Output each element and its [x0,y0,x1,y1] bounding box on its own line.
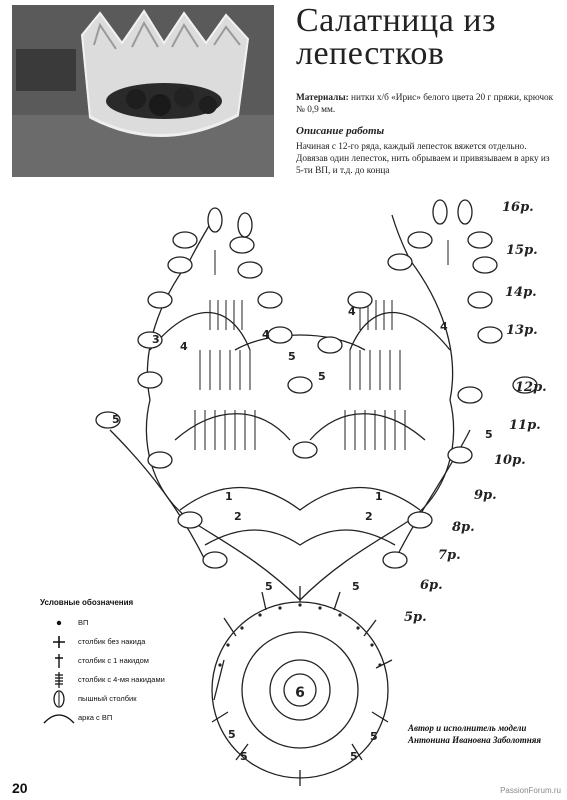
author-line-1: Автор и исполнитель модели [408,723,527,733]
svg-text:5: 5 [288,350,296,363]
svg-text:5: 5 [228,728,236,741]
svg-text:4: 4 [262,328,270,341]
svg-text:5: 5 [485,428,493,441]
legend-label: столбик без накида [78,637,146,646]
materials-paragraph [296,92,558,116]
svg-text:1: 1 [375,490,383,503]
svg-text:5: 5 [112,413,120,426]
legend-title: Условные обозначения [40,598,134,607]
row-label-15: 15р. [506,243,538,258]
legend-label: столбик с 4-мя накидами [78,675,165,684]
legend-item [40,613,280,632]
page-number: 20 [12,780,28,796]
materials-label: Материалы: [296,93,349,103]
page-title: Салатница из лепестков [296,2,496,72]
legend-item [40,708,280,727]
svg-text:5: 5 [318,370,326,383]
svg-text:4: 4 [180,340,188,353]
author-credit [408,722,558,746]
svg-text:5: 5 [265,580,273,593]
work-description-text: Начиная с 12-го ряда, каждый лепесток вяжется отдельно. Довязав один лепесток, нить обрываем и привязываем в арку из 5-ти ВП, и т.д. до конца [296,142,550,176]
svg-text:2: 2 [234,510,242,523]
svg-text:4: 4 [348,305,356,318]
plus-icon [40,635,78,649]
legend-label: арка с ВП [78,713,113,722]
puff-icon [40,690,78,708]
svg-text:4: 4 [440,320,448,333]
quad-dagger-icon [40,671,78,689]
row-label-16: 16р. [502,200,534,215]
svg-text:1: 1 [225,490,233,503]
legend-item [40,651,280,670]
crochet-bowl-image [12,5,274,177]
svg-text:3: 3 [152,333,160,346]
dot-icon [40,617,78,629]
legend-label: ВП [78,618,89,627]
legend-item [40,670,280,689]
work-description-title: Описание работы [296,125,385,137]
materials-text: нитки х/б «Ирис» белого цвета 20 г пряжи, крючок № 0,9 мм. [296,93,554,115]
dagger-icon [40,653,78,669]
row-label-6: 6р. [420,578,443,593]
svg-text:5: 5 [240,750,248,763]
row-label-14: 14р. [505,285,537,300]
watermark: PassionForum.ru [500,786,561,795]
legend-item [40,632,280,651]
author-line-2: Антонина Ивановна Заболотняя [408,735,541,745]
row-label-11: 11р. [509,418,541,433]
row-label-7: 7р. [438,548,461,563]
row-label-12: 12р. [515,380,547,395]
legend-item [40,689,280,708]
legend-label: столбик с 1 накидом [78,656,149,665]
legend [40,598,280,727]
row-label-5: 5р. [404,610,427,625]
bowl-photo [12,5,274,177]
row-label-8: 8р. [452,520,475,535]
arc-icon [40,711,78,725]
legend-label: пышный столбик [78,694,137,703]
svg-text:5: 5 [352,580,360,593]
svg-text:5: 5 [370,730,378,743]
svg-text:2: 2 [365,510,373,523]
center-number: 6 [295,685,305,701]
row-label-10: 10р. [494,453,526,468]
row-label-13: 13р. [506,323,538,338]
row-label-9: 9р. [474,488,497,503]
svg-text:5: 5 [350,750,358,763]
